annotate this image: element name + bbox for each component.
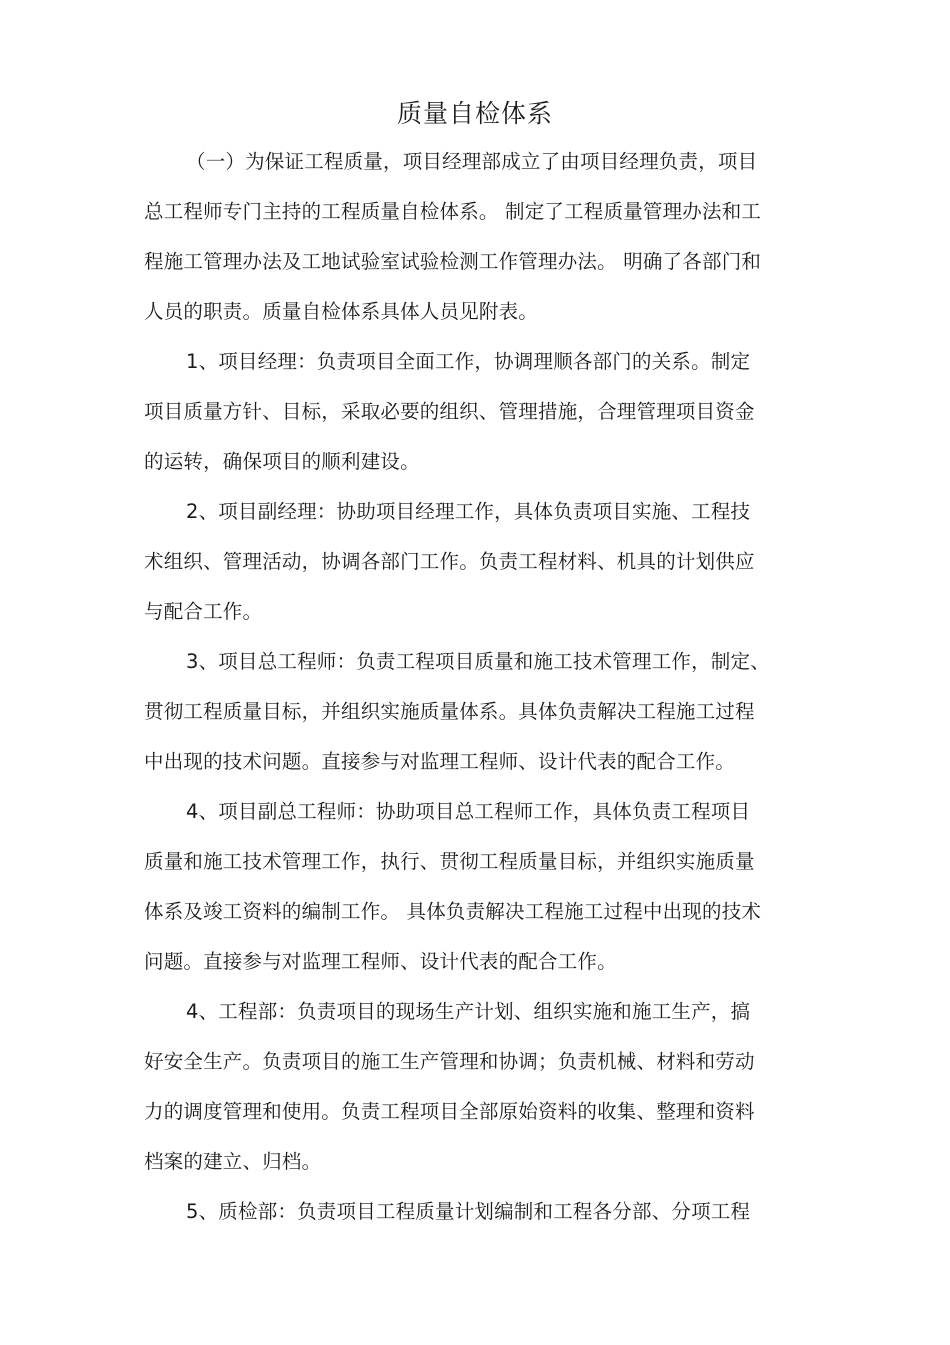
text-line: 3、项目总工程师：负责工程项目质量和施工技术管理工作，制定、 (186, 650, 770, 673)
text-line: 人员的职责。质量自检体系具体人员见附表。 (144, 300, 539, 323)
text-line: 1、项目经理：负责项目全面工作，协调理顺各部门的关系。制定 (186, 350, 751, 373)
text-line: 术组织、管理活动，协调各部门工作。负责工程材料、机具的计划供应 (144, 550, 755, 573)
text-line: 程施工管理办法及工地试验室试验检测工作管理办法。 明确了各部门和 (144, 250, 762, 273)
text-line: 5、质检部：负责项目工程质量计划编制和工程各分部、分项工程 (186, 1200, 751, 1223)
document-title: 质量自检体系 (396, 99, 553, 128)
text-line: 体系及竣工资料的编制工作。 具体负责解决工程施工过程中出现的技术 (144, 900, 762, 923)
text-line: 4、工程部：负责项目的现场生产计划、组织实施和施工生产，搞 (186, 1000, 751, 1023)
text-line: （一）为保证工程质量，项目经理部成立了由项目经理负责，项目 (186, 150, 758, 173)
text-line: 力的调度管理和使用。负责工程项目全部原始资料的收集、整理和资料 (144, 1100, 755, 1123)
text-line: 档案的建立、归档。 (144, 1150, 322, 1173)
text-line: 与配合工作。 (144, 600, 263, 623)
text-line: 的运转，确保项目的顺利建设。 (144, 450, 420, 473)
text-line: 质量和施工技术管理工作，执行、贯彻工程质量目标，并组织实施质量 (144, 850, 755, 873)
text-line: 好安全生产。负责项目的施工生产管理和协调；负责机械、材料和劳动 (144, 1050, 755, 1073)
text-line: 中出现的技术问题。直接参与对监理工程师、设计代表的配合工作。 (144, 750, 736, 773)
text-line: 4、项目副总工程师：协助项目总工程师工作，具体负责工程项目 (186, 800, 751, 823)
text-line: 问题。直接参与对监理工程师、设计代表的配合工作。 (144, 950, 617, 973)
text-line: 2、项目副经理：协助项目经理工作，具体负责项目实施、工程技 (186, 500, 751, 523)
text-line: 总工程师专门主持的工程质量自检体系。 制定了工程质量管理办法和工 (144, 200, 762, 223)
text-line: 贯彻工程质量目标，并组织实施质量体系。具体负责解决工程施工过程 (144, 700, 755, 723)
text-line: 项目质量方针、目标，采取必要的组织、管理措施，合理管理项目资金 (144, 400, 755, 423)
